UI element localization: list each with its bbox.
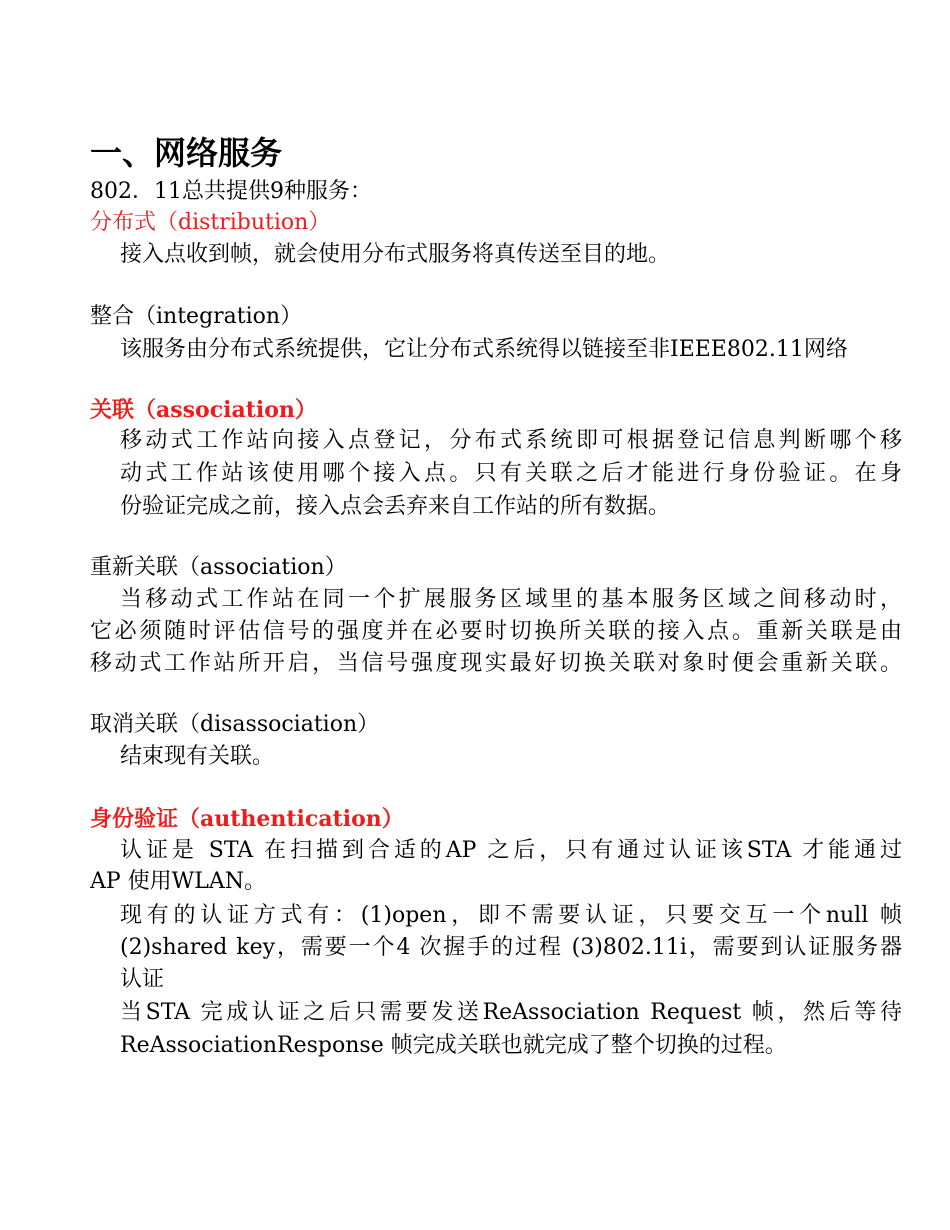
section-title-integration: 整合（integration） [90, 304, 303, 329]
section-body-line: ReAssociationResponse 帧完成关联也就完成了整个切换的过程。 [120, 1033, 787, 1058]
page-title: 一、网络服务 [90, 134, 283, 172]
section-body-line: 它必须随时评估信号的强度并在必要时切换所关联的接入点。重新关联是由 [90, 619, 902, 644]
section-body-line: 结束现有关联。 [120, 744, 275, 769]
section-body-line: 移动式工作站所开启，当信号强度现实最好切换关联对象时便会重新关联。 [90, 651, 902, 676]
section-title-association: 关联（association） [90, 397, 317, 423]
section-body-line: 当STA 完成认证之后只需要发送ReAssociation Request 帧，然后等待 [120, 1000, 902, 1025]
section-title-distribution: 分布式（distribution） [90, 210, 331, 235]
intro-text: 802．11总共提供9种服务： [90, 179, 372, 204]
section-body-line: 该服务由分布式系统提供，它让分布式系统得以链接至非IEEE802.11网络 [120, 337, 848, 362]
section-body-line: 移动式工作站向接入点登记，分布式系统即可根据登记信息判断哪个移 [120, 428, 902, 453]
section-title-authentication: 身份验证（authentication） [90, 806, 404, 832]
section-body-line: 份验证完成之前，接入点会丢弃来自工作站的所有数据。 [120, 494, 671, 519]
section-body-line: AP 使用WLAN。 [90, 869, 267, 894]
section-body-line: 动式工作站该使用哪个接入点。只有关联之后才能进行身份验证。在身 [120, 461, 902, 486]
section-body-line: (2)shared key，需要一个4 次握手的过程 (3)802.11i，需要到认证服务器 [120, 935, 902, 960]
section-body-line: 接入点收到帧，就会使用分布式服务将真传送至目的地。 [120, 242, 671, 267]
section-body-line: 现有的认证方式有：(1)open，即不需要认证，只要交互一个null 帧 [120, 903, 902, 928]
section-title-disassociation: 取消关联（disassociation） [90, 712, 380, 737]
section-body-line: 当移动式工作站在同一个扩展服务区域里的基本服务区域之间移动时， [120, 587, 902, 612]
section-title-reassociation: 重新关联（association） [90, 555, 347, 580]
section-body-line: 认证 [120, 967, 165, 992]
section-body-line: 认证是 STA 在扫描到合适的AP 之后，只有通过认证该STA 才能通过 [120, 838, 902, 863]
